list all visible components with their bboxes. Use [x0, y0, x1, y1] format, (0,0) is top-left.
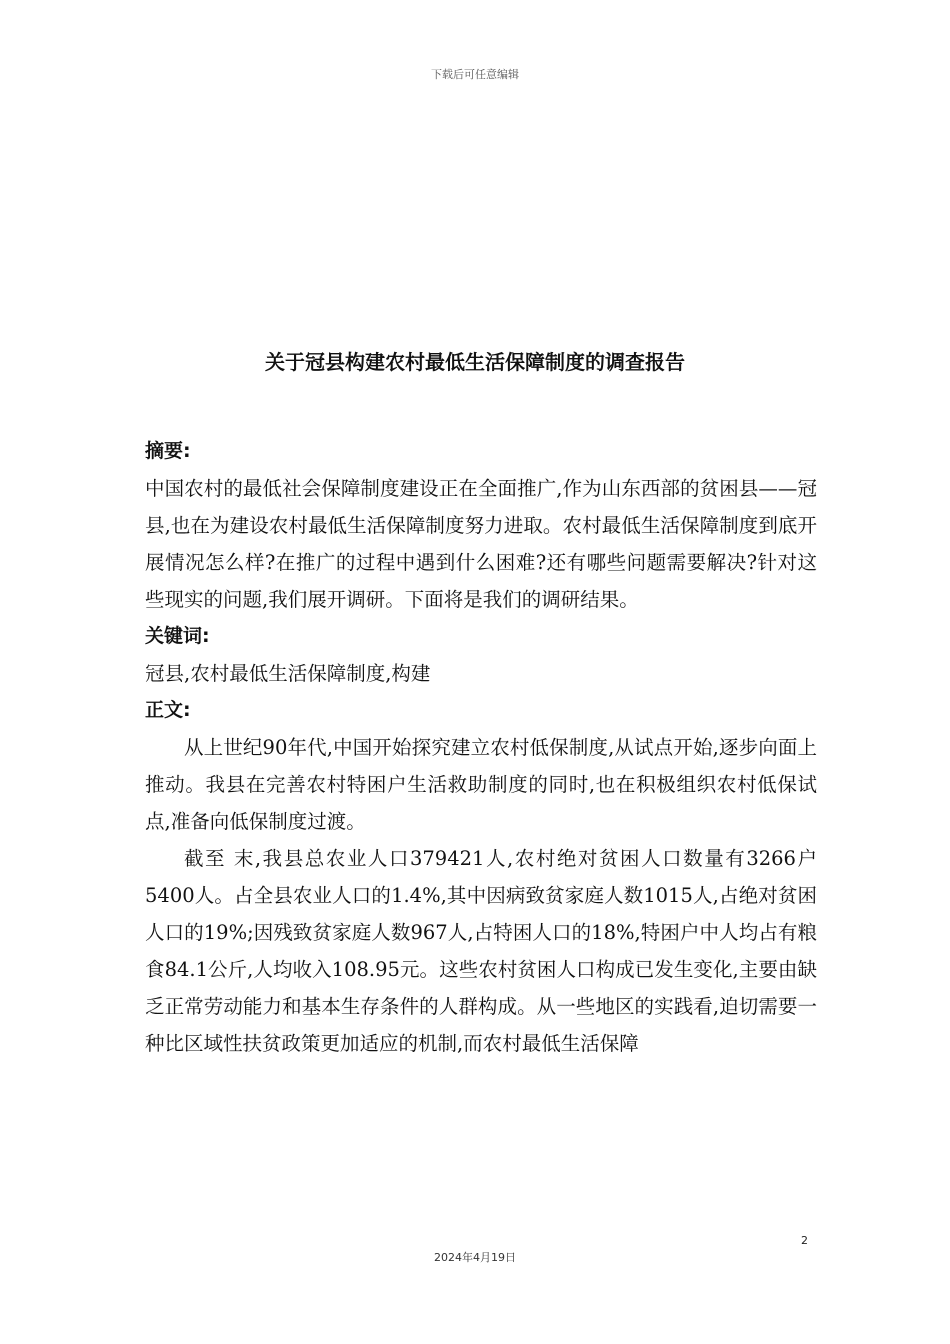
page-footer-date: 2024年4月19日	[434, 1251, 516, 1264]
document-title: 关于冠县构建农村最低生活保障制度的调查报告	[265, 350, 685, 374]
main-paragraph-2: 截至 末,我县总农业人口379421人,农村绝对贫困人口数量有3266户5400人。占全县农业人口的1.4%,其中因病致贫家庭人数1015人,占绝对贫困人口的19%;因残致贫家庭人数967人,占特困人口的18%,特困户中人均占有粮食84.1公斤,人均收入108.95元。这些农村贫困人口构成已发生变化,主要由缺乏正常劳动能力和基本生存条件的人群构成。从一些地区的实践看,迫切需要一种比区域性扶贫政策更加适应的机制,而农村最低生活保障	[145, 847, 817, 1055]
document-body	[145, 433, 817, 1062]
keywords-label: 关键词:	[145, 625, 210, 647]
keywords-text: 冠县,农村最低生活保障制度,构建	[145, 662, 431, 685]
page-header: 下载后可任意编辑	[431, 68, 519, 81]
abstract-text: 中国农村的最低社会保障制度建设正在全面推广,作为山东西部的贫困县——冠县,也在为建设农村最低生活保障制度努力进取。农村最低生活保障制度到底开展情况怎么样?在推广的过程中遇到什么困难?还有哪些问题需要解决?针对这些现实的问题,我们展开调研。下面将是我们的调研结果。	[145, 477, 817, 611]
main-text-label: 正文:	[145, 699, 191, 721]
abstract-label: 摘要:	[145, 440, 191, 462]
page-number: 2	[801, 1234, 808, 1247]
main-paragraph-1: 从上世纪90年代,中国开始探究建立农村低保制度,从试点开始,逐步向面上推动。我县在完善农村特困户生活救助制度的同时,也在积极组织农村低保试点,准备向低保制度过渡。	[145, 736, 817, 833]
